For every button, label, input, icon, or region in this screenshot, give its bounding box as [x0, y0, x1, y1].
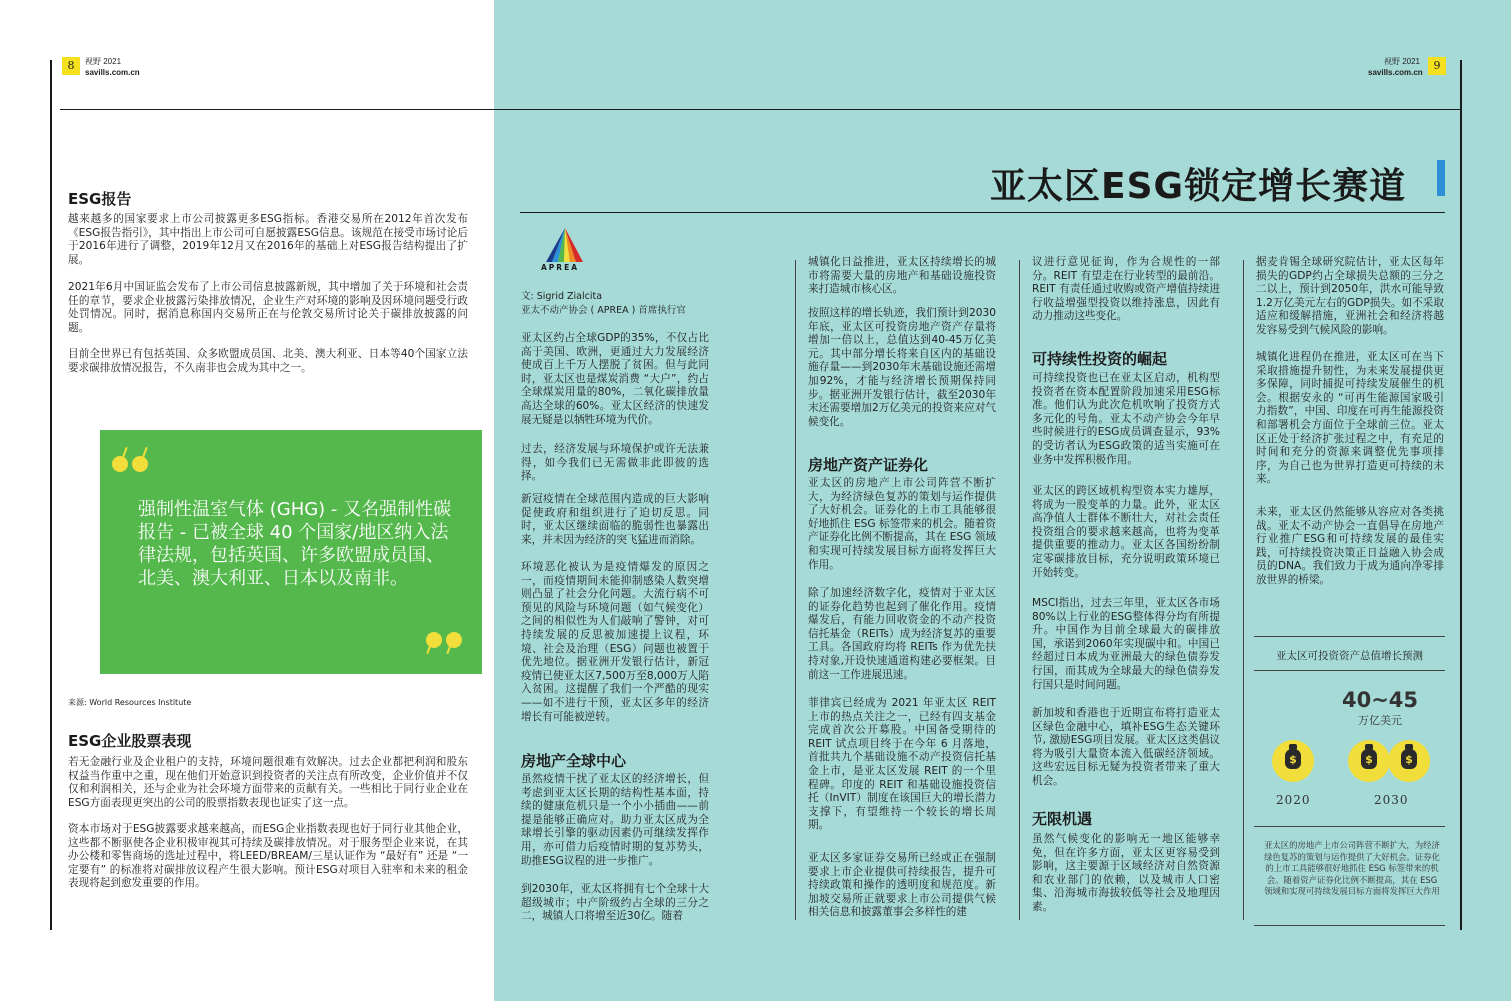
- col3-p6: 虽然气候变化的影响无一地区能够幸免，但在许多方面，亚太区更容易受到影响，这主要源于区域经济对自然资源和农业部门的依赖，以及城市人口密集、沿海城市海拔较低等社会及地理因素。: [1032, 833, 1220, 913]
- col1-p1: 亚太区约占全球GDP的35%，不仅占比高于美国、欧洲，更通过大力发展经济使成百上千万人摆脱了贫困。但与此同时，亚太区也是煤炭消费 “大户”，约占全球煤炭用量的80%，二氧化碳排放量高达全球的60%。亚太区经济的快速发展无疑是以牺牲环境为代价。: [521, 332, 709, 426]
- money-bag-symbol: $: [1285, 749, 1301, 769]
- col1-p4: 环境恶化被认为是疫情爆发的原因之一，而疫情期间未能抑制感染人数突增则凸显了社会分化问题。大流行病不可预见的风险与环境问题（如气候变化）之间的相似性为人们敲响了警钟，对可持续发展的反思被加速提上议程，环境、社会及治理（ESG）问题也被置于优先地位。据亚洲开发银行估计，新冠疫情已使亚太区7,500万至8,000万人陷入贫困。这提醒了我们一个严酷的现实——如不进行干预，亚太区多年的经济增长有可能被逆转。: [521, 561, 709, 723]
- esg-report-p3: 目前全世界已有包括英国、众多欧盟成员国、北美、澳大利亚、日本等40个国家立法要求碳排放情况报告，不久南非也会成为其中之一。: [68, 348, 468, 374]
- money-bag-icon: [1272, 740, 1314, 782]
- open-quote-icon: [112, 456, 148, 472]
- header-right-line1: 视野 2021: [1383, 57, 1420, 66]
- esg-stock-p2: 资本市场对于ESG披露要求越来越高，而ESG企业指数表现也好于同行业其他企业，这些都不断驱使各企业积极审视其可持续及碳排放情况。对于服务型企业来说，在其办公楼和零售商场的选址过程中，将LEED/BREAM/三星认证作为 “最好有” 还是 “一定要有” 的标准将对碳排放议程产生很大影响。预计ESG对项目入驻率和未来的租金表现将起到愈发重要的作用。: [68, 823, 468, 890]
- aprea-logo-text: APREA: [541, 263, 580, 272]
- column-separator-1: [795, 260, 796, 920]
- header-left-line1: 视野 2021: [85, 57, 122, 66]
- header-right: [1368, 56, 1423, 78]
- col3-p4: MSCI指出，过去三年里，亚太区各市场80%以上行业的ESG整体得分均有所提升。中国作为目前全球最大的碳排放国，承诺到2060年实现碳中和。中国已经超过日本成为亚洲最大的绿色债券发行国，而其成为全球最大的绿色债券发行国只是时间问题。: [1032, 597, 1220, 691]
- col2-p3: 亚太区的房地产上市公司阵营不断扩大，为经济绿色复苏的策划与运作提供了大好机会。证券化的上市工具能够很好地抓住 ESG 标签带来的机会。随着资产证券化比例不断提高，其在 ESG 领域和实现可持续发展目标方面将发挥巨大作用。: [808, 477, 996, 571]
- close-quote-icon: [426, 632, 462, 648]
- header-left-line2: savills.com.cn: [85, 68, 140, 77]
- byline-role: 亚太不动产协会 ( APREA ) 首席执行官: [521, 305, 686, 316]
- col3-p5: 新加坡和香港也于近期宣布将打造亚太区绿色金融中心，填补ESG生态关键环节, 激励ESG项目发展。亚太区这类倡议将为吸引大量资本流入低碳经济领域。这些宏远目标无疑为投资者带来了重大机会。: [1032, 707, 1220, 787]
- esg-report-p2: 2021年6月中国证监会发布了上市公司信息披露新规，其中增加了关于环境和社会责任的章节，要求企业披露污染排放情况，企业生产对环境的影响及因环境问题受行政处罚情况。同时，据消息称国内交易所正在与伦敦交易所讨论关于碳排放披露的问题。: [68, 281, 468, 334]
- chart-bottom-rule: [1254, 925, 1445, 926]
- col3-subtitle-2: 无限机遇: [1032, 810, 1093, 828]
- col2-p4: 除了加速经济数字化，疫情对于亚太区的证券化趋势也起到了催化作用。疫情爆发后，有能力回收资金的不动产投资信托基金（REITs）成为经济复苏的重要工具。各国政府均将 REITs 作为优先扶持对象,开设快速通道构建必要框架。目前这一工作进展迅速。: [808, 587, 996, 681]
- page-number-right: 9: [1428, 57, 1446, 75]
- col2-p5: 菲律宾已经成为 2021 年亚太区 REIT 上市的热点关注之一，已经有四支基金完成首次公开募股。中国备受期待的 REIT 试点项目终于在今年 6 月落地，首批共九个基础设施不动产投资信托基金上市，是亚太区发展 REIT 的一个里程碑。印度的 REIT 和基础设施投资信托（InVIT）制度在该国巨大的增长潜力支撑下，有望维持一个较长的增长周期。: [808, 697, 996, 832]
- col2-subtitle: 房地产资产证券化: [808, 456, 929, 474]
- quote-box: [100, 430, 482, 674]
- column-separator-2: [1019, 260, 1020, 920]
- esg-stock-title: ESG企业股票表现: [68, 732, 192, 750]
- title-rule: [520, 212, 1445, 213]
- year-2030: 2030: [1374, 793, 1409, 807]
- col2-p2: 按照这样的增长轨迹，我们预计到2030年底，亚太区可投资房地产资产存量将增加一倍以上，总值达到40-45万亿美元。其中部分增长将来自区内的基础设施存量——到2030年末基础设施还需增加92%，才能与经济增长预期保持同步。据亚洲开发银行估计，截至2030年末还需要增加2万亿美元的投资来应对气候变化。: [808, 307, 996, 428]
- esg-stock-p1: 若无金融行业及企业租户的支持，环境问题很难有效解决。过去企业都把利润和股东权益当作重中之重，现在他们开始意识到投资者的关注点有所改变，企业价值并不仅仅和利润相关，还与企业为社会环境方面带来的贡献有关。一些相比于同行业企业在ESG方面表现更突出的公司的股票指数表现也证实了这一点。: [68, 756, 468, 809]
- money-bag-icon: [1348, 740, 1390, 782]
- col2-p1: 城镇化日益推进，亚太区持续增长的城市将需要大量的房地产和基础设施投资来打造城市核心区。: [808, 256, 996, 296]
- col1-p3: 新冠疫情在全球范围内造成的巨大影响促使政府和组织进行了迫切反思。同时，亚太区继续面临的脆弱性也暴露出来，并未因为经济的突飞猛进而消除。: [521, 493, 709, 546]
- col4-p2: 城镇化进程仍在推进，亚太区可在当下采取措施提升韧性，为未来发展提供更多保障，同时捕捉可持续发展催生的机会。根据安永的 “可再生能源国家吸引力指数”，中国、印度在可再生能源投资和部署机会方面位于全球前三位。亚太区正处于经济扩张过程之中，有充足的时间和充分的资源来调整优先事项排序，为自己也为世界打造更可持续的未来。: [1256, 351, 1444, 486]
- col3-subtitle-1: 可持续性投资的崛起: [1032, 350, 1168, 368]
- money-bag-symbol: $: [1401, 749, 1417, 769]
- quote-source: 来源: World Resources Institute: [68, 698, 192, 707]
- year-2020: 2020: [1276, 793, 1311, 807]
- chart-title-rule: [1254, 670, 1445, 671]
- left-margin-rule: [50, 60, 52, 930]
- header-right-line2: savills.com.cn: [1368, 68, 1423, 77]
- right-margin-rule: [1460, 60, 1462, 930]
- esg-report-p1: 越来越多的国家要求上市公司披露更多ESG指标。香港交易所在2012年首次发布《ESG报告指引》，其中指出上市公司可自愿披露ESG信息。该规范在接受市场讨论后于2016年进行了调整，2019年12月又在2016年的基础上对ESG报告结构提出了扩展。: [68, 213, 468, 266]
- chart-unit: 万亿美元: [1358, 714, 1402, 727]
- column-separator-3: [1243, 260, 1244, 920]
- money-bag-symbol: $: [1361, 749, 1377, 769]
- col4-p3: 未来，亚太区仍然能够从容应对各类挑战。亚太不动产协会一直倡导在房地产行业推广ESG和可持续发展的最佳实践，可持续投资决策正日益融入协会成员的DNA。我们致力于成为通向净零排放世界的桥梁。: [1256, 506, 1444, 586]
- chart-title: 亚太区可投资资产总值增长预测: [1276, 650, 1423, 662]
- header-rule: [60, 109, 1461, 110]
- esg-report-title: ESG报告: [68, 190, 132, 208]
- col3-p1: 议进行意见征询，作为合规性的一部分。REIT 有望走在行业转型的最前沿。REIT 有责任通过收购或资产增值持续进行收益增强型投资以维持涨息，因此有动力推动这些变化。: [1032, 256, 1220, 323]
- chart-top-rule: [1254, 636, 1445, 637]
- chart-value: 40~45: [1341, 688, 1419, 712]
- col1-p6: 到2030年，亚太区将拥有七个全球十大超级城市；中产阶级约占全球的三分之二，城镇人口将增至近30亿。随着: [521, 883, 709, 923]
- col1-subtitle: 房地产全球中心: [521, 752, 627, 770]
- quote-text: 强制性温室气体 (GHG) - 又名强制性碳报告 - 已被全球 40 个国家/地区纳入法律法规，包括英国、许多欧盟成员国、北美、澳大利亚、日本以及南非。: [138, 499, 452, 589]
- chart-caption: 亚太区的房地产上市公司阵营不断扩大，为经济绿色复苏的策划与运作提供了大好机会。证券化的上市工具能够很好地抓住 ESG 标签带来的机会。随着资产证券化比例不断提高，其在 ESG 领域和实现可持续发展目标方面将发挥巨大作用: [1264, 840, 1440, 897]
- page-title: 亚太区ESG锁定增长赛道: [990, 166, 1407, 207]
- header-left: [85, 56, 140, 78]
- col1-p2: 过去，经济发展与环境保护或许无法兼得，如今我们已无需做非此即彼的选择。: [521, 443, 709, 483]
- col3-p2: 可持续投资也已在亚太区启动，机构型投资者在资本配置阶段加速采用ESG标准。他们认为此次危机吹响了投资方式多元化的号角。亚太不动产协会今年早些时候进行的ESG成员调查显示，93%的受访者认为ESG政策的适当实施可在业务中发挥积极作用。: [1032, 372, 1220, 466]
- chart-caption-rule: [1254, 826, 1445, 827]
- money-bag-icon: [1388, 740, 1430, 782]
- col1-p5: 虽然疫情干扰了亚太区的经济增长，但考虑到亚太区长期的结构性基本面，持续的健康危机只是一个小小插曲——前提是能够正确应对。助力亚太区成为全球增长引擎的驱动因素仍可继续发挥作用，亦可借力后疫情时期的复苏势头，助推ESG议程的进一步推广。: [521, 773, 709, 867]
- byline-author: 文: Sigrid Zialcita: [521, 291, 603, 302]
- col4-p1: 据麦肯锡全球研究院估计，亚太区每年损失的GDP约占全球损失总额的三分之二以上，预计到2050年，洪水可能导致1.2万亿美元左右的GDP损失。如不采取适应和缓解措施，亚洲社会和经济将越发容易受到气候风险的影响。: [1256, 256, 1444, 336]
- page-number-left: 8: [62, 57, 80, 75]
- col3-p3: 亚太区的跨区域机构型资本实力雄厚，将成为一股变革的力量。此外，亚太区高净值人士群体不断壮大，对社会责任投资组合的要求越来越高，也将为变革提供重要的推动力。亚太区各国纷纷制定零碳排放目标，充分说明政策环境已开始转变。: [1032, 485, 1220, 579]
- title-accent-bar: [1437, 160, 1445, 196]
- col2-p6: 亚太区多家证券交易所已经或正在强制要求上市企业提供可持续报告，提升可持续政策和操作的透明度和规范度。新加坡交易所正就要求上市公司提供气候相关信息和披露董事会多样性的建: [808, 852, 996, 919]
